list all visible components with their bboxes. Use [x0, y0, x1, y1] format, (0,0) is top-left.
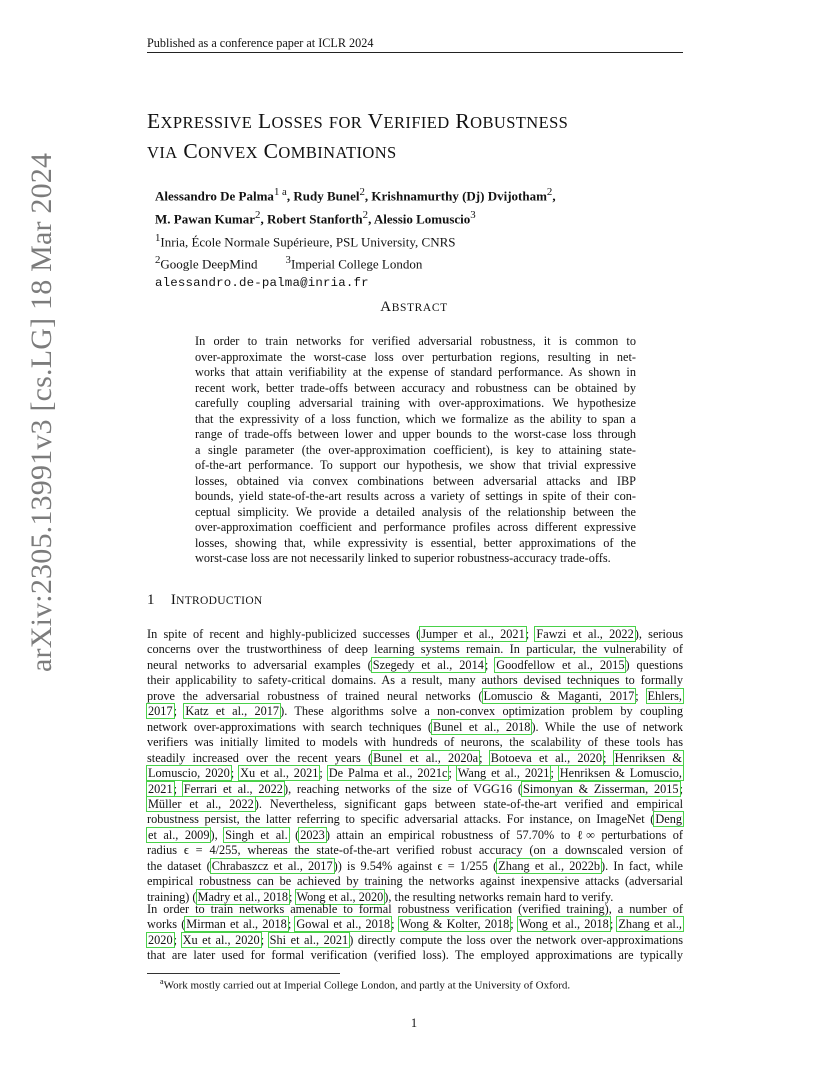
footnote-rule	[147, 973, 340, 974]
page-number: 1	[410, 1016, 418, 1030]
citation-link[interactable]: Mirman et al., 2018	[186, 917, 287, 932]
abstract-line: losses, showing that, while expressivity is essential, better approximations of the	[195, 535, 636, 550]
author-name: Alessio Lomuscio	[373, 211, 471, 227]
citation-link[interactable]: Chrabaszcz et al., 2017	[211, 858, 333, 873]
abstract-line: over-approximation coefficient and performance profiles across different expressive	[195, 520, 636, 534]
abstract-line: that the expressivity of a loss function, which we formalize as the ability to span a	[195, 411, 636, 426]
citation-link[interactable]: Bunel et al., 2018	[433, 719, 531, 734]
section-heading: 1 INTRODUCTION	[147, 592, 263, 608]
arxiv-identifier: arXiv:2305.13991v3 [cs.LG] 18 Mar 2024	[25, 152, 58, 672]
citation-link[interactable]: Madry et al., 2018	[197, 889, 289, 904]
running-header: Published as a conference paper at ICLR 2024	[147, 36, 374, 50]
citation-link[interactable]: Ferrari et al., 2022	[183, 781, 283, 796]
author-name: Rudy Bunel	[293, 188, 360, 204]
citation-link[interactable]: Goodfellow et al., 2015	[496, 657, 625, 672]
author-block	[155, 183, 695, 293]
abstract-line: works that attain verifiability at the expense of standard performance. As shown in	[195, 365, 636, 379]
citation-link[interactable]: Wang et al., 2021	[457, 766, 550, 781]
citation-link[interactable]: Zhang et al.,	[618, 917, 682, 932]
title-line-1: EXPRESSIVE LOSSES FOR VERIFIED ROBUSTNESS	[147, 109, 569, 133]
citation-link[interactable]: Henriksen & Lomuscio,	[559, 766, 682, 781]
paper-title	[147, 107, 707, 167]
citation-link[interactable]: Fawzi et al., 2022	[536, 627, 634, 641]
abstract-line: of-the-art performance. To support our hypothesis, we show that trivial expressive	[195, 458, 636, 472]
abstract-line: ceptual simplicity. We provide a detailed analysis of the relationship between the	[195, 504, 636, 519]
citation-link[interactable]: Wong et al., 2018	[518, 917, 609, 932]
footnote: $^a$Work mostly carried out at Imperial College London, and partly at the University of Oxford.	[160, 977, 571, 992]
citation-link[interactable]: Bunel et al., 2020a	[373, 750, 479, 765]
citation-link[interactable]: Szegedy et al., 2014	[372, 657, 484, 672]
author-name: Krishnamurthy (Dj) Dvijotham	[371, 188, 547, 204]
citation-link[interactable]: Shi et al., 2021	[269, 932, 349, 947]
citation-link[interactable]: Müller et al., 2022	[148, 796, 254, 811]
citation-link[interactable]: Lomuscio, 2020	[148, 766, 230, 781]
citation-link[interactable]: Katz et al., 2017	[185, 704, 280, 719]
abstract-line: carefully coupling adversarial training with over-approximations. We hypothesize	[195, 396, 636, 410]
citation-link[interactable]: De Palma et al., 2021c	[328, 766, 448, 781]
citation-link[interactable]: Deng	[655, 812, 682, 827]
citation-link[interactable]: 2017	[148, 704, 173, 719]
author-name: Robert Stanforth	[266, 211, 363, 227]
citation-link[interactable]: Botoeva et al., 2020	[490, 750, 602, 765]
citation-link[interactable]: Xu et al., 2021	[240, 766, 319, 781]
abstract-line: over-approximate the worst-case loss over perturbation regions, resulting in net-	[195, 349, 636, 364]
author-line-1: Alessandro De Palma$^{1 a}$, Rudy Bunel$^2$, Krishnamurthy (Dj) Dvijotham$^2$,	[155, 186, 556, 204]
citation-link[interactable]: Gowal et al., 2018	[296, 917, 391, 932]
abstract-line: losses, obtained via convex combinations between adversarial attacks and IBP	[195, 473, 636, 488]
citation-link[interactable]: Ehlers,	[647, 688, 682, 703]
intro-paragraph-1: In spite of recent and highly-publicized successes (Jumper et al., 2021; Fawzi et al., 2022), serious concerns over the trustworthiness of deep learning systems remain. In particular, the vulnerability of neural networks to adversarial examples (Szegedy et al., 2014; Goodfellow et al., 2015) questions their applicability to safety-critical domains. As a result, many authors devised techniques to formally prove the adversarial robustness of trained neural networks (Lomuscio & Maganti, 2017; Ehlers, 2017; Katz et al., 2017). These algorithms solve a non-convex optimization problem by coupling network over-approximations with search techniques (Bunel et al., 2018). While the use of network verifiers was initially limited to models with hundreds of neurons, the scalability of these tools has steadily increased over the recent years (Bunel et al., 2020a; Botoeva et al., 2020; Henriksen & Lomuscio, 2020; Xu et al., 2021; De Palma et al., 2021c; Wang et al., 2021; Henriksen & Lomuscio, 2021; Ferrari et al., 2022), reaching networks of the size of VGG16 (Simonyan & Zisserman, 2015; Müller et al., 2022). Nevertheless, significant gaps between state-of-the-art verified and empirical robustness persist, the latter referring to specific adversarial attacks. For instance, on ImageNet (Deng et al., 2009), Singh et al. (2023) attain an empirical robustness of 57.70% to ℓ∞ perturbations of radius ϵ = 4/255, whereas the state-of-the-art verified robust accuracy (on a downscaled version of the dataset (Chrabaszcz et al., 2017)) is 9.54% against ϵ = 1/255 (Zhang et al., 2022b). In fact, while empirical robustness can be achieved by training the networks against inexpensive attacks (adversarial training) (Madry et al., 2018; Wong et al., 2020), the resulting networks remain hard to verify.	[147, 627, 684, 904]
citation-link[interactable]: Lomuscio & Maganti, 2017	[483, 688, 635, 703]
abstract-line: In order to train networks for verified adversarial robustness, it is common to	[195, 334, 636, 348]
citation-link[interactable]: 2023	[300, 827, 325, 842]
author-name: Alessandro De Palma	[155, 188, 274, 204]
citation-link[interactable]: 2021	[148, 781, 173, 796]
abstract-line: range of trade-offs between lower and upper bounds to the worst-case loss through	[195, 427, 636, 441]
affiliation-1: $^1$Inria, École Normale Supérieure, PSL University, CNRS	[155, 231, 456, 249]
affiliation-2-3: $^2$Google DeepMind $^3$Imperial College London	[155, 254, 423, 272]
citation-link[interactable]: Zhang et al., 2022b	[498, 858, 601, 873]
abstract-body	[195, 334, 636, 567]
citation-link[interactable]: Simonyan & Zisserman, 2015	[522, 781, 679, 796]
citation-link[interactable]: 2020	[148, 932, 173, 947]
citation-link[interactable]: Xu et al., 2020	[182, 932, 260, 947]
author-name: M. Pawan Kumar	[155, 211, 256, 227]
citation-link[interactable]: Henriksen &	[614, 750, 682, 765]
abstract-line: recent work, better trade-offs between accuracy and robustness can be obtained by	[195, 380, 636, 395]
citation-link[interactable]: Wong et al., 2020	[296, 889, 384, 904]
title-line-2: VIA CONVEX COMBINATIONS	[147, 139, 397, 163]
header-rule	[147, 52, 683, 53]
author-line-2: M. Pawan Kumar$^2$, Robert Stanforth$^2$, Alessio Lomuscio$^3$	[155, 208, 476, 227]
citation-link[interactable]: Jumper et al., 2021	[421, 627, 525, 641]
citation-link[interactable]: et al., 2009	[148, 827, 210, 842]
abstract-line: a single parameter (the over-approximation coefficient), is key to attaining state-	[195, 442, 636, 457]
author-email[interactable]: alessandro.de-palma@inria.fr	[155, 276, 369, 291]
abstract-line: bounds, yield state-of-the-art results across a variety of settings in spite of their con-	[195, 489, 636, 503]
abstract-line: worst-case loss are not necessarily linked to superior robustness-accuracy trade-offs.	[195, 551, 611, 565]
citation-link[interactable]: Singh et al.	[225, 827, 288, 842]
intro-paragraph-2: In order to train networks amenable to formal robustness verification (verified training), a number of works (Mirman et al., 2018; Gowal et al., 2018; Wong & Kolter, 2018; Wong et al., 2018; Zhang et al., 2020; Xu et al., 2020; Shi et al., 2021) directly compute the loss over the network over-approximations that are later used for formal verification (verified loss). The employed approximations are typically	[147, 902, 684, 963]
abstract-heading: ABSTRACT	[380, 299, 448, 315]
citation-link[interactable]: Wong & Kolter, 2018	[399, 917, 510, 932]
